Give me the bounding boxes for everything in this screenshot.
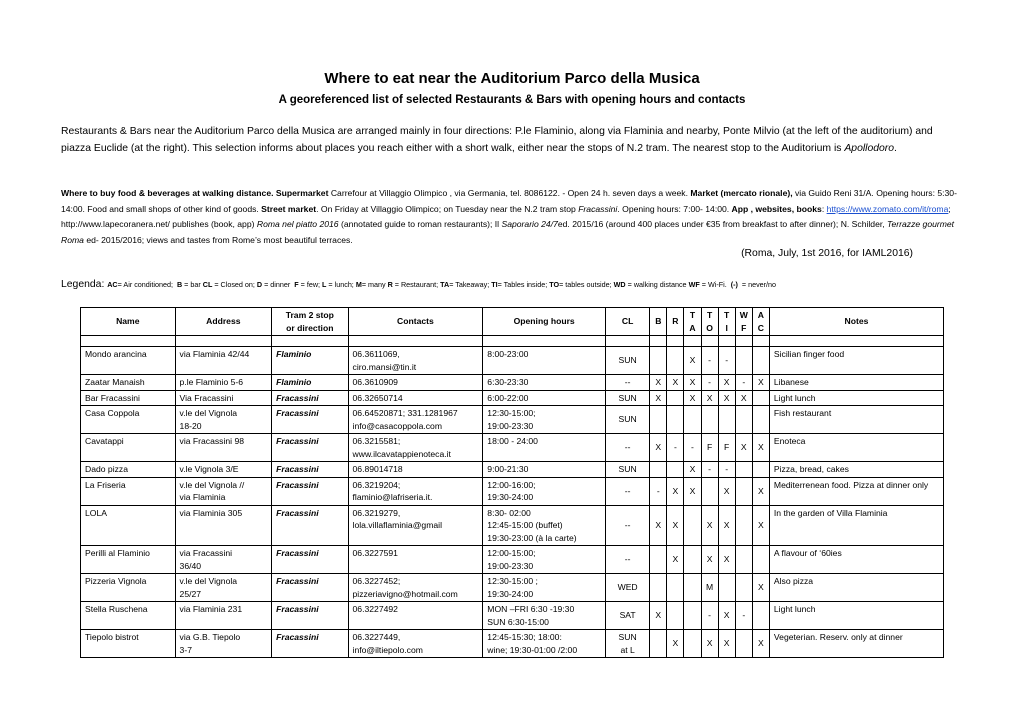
cell-takeaway <box>684 574 701 602</box>
cell-tram: Fracassini <box>272 574 348 602</box>
book-title: Saporario 24/7 <box>501 219 558 229</box>
cell-air-conditioned <box>752 406 769 434</box>
cell-restaurant: X <box>667 375 684 391</box>
cell-bar: X <box>650 390 667 406</box>
spacer-cell <box>348 336 483 347</box>
legend-key: TI <box>491 280 498 289</box>
table-row <box>81 546 944 574</box>
cell-tram: Fracassini <box>272 477 348 505</box>
cell-closed-on: -- <box>606 546 650 574</box>
cell-restaurant <box>667 462 684 478</box>
cell-takeaway: X <box>684 390 701 406</box>
cell-tram: Fracassini <box>272 630 348 658</box>
cell-address: p.le Flaminio 5-6 <box>175 375 272 391</box>
cell-air-conditioned: X <box>752 574 769 602</box>
cell-tables-inside: X <box>718 546 735 574</box>
cell-tables-outside: - <box>701 462 718 478</box>
cell-closed-on: -- <box>606 375 650 391</box>
cell-name: Zaatar Manaish <box>81 375 176 391</box>
cell-tables-inside: - <box>718 462 735 478</box>
cell-tables-outside: - <box>701 375 718 391</box>
spacer-cell <box>718 336 735 347</box>
cell-tables-outside: F <box>701 434 718 462</box>
cell-address: via Fracassini 98 <box>175 434 272 462</box>
intro-stop: Apollodoro <box>844 143 895 154</box>
cell-hours: 9:00-21:30 <box>483 462 606 478</box>
legend-key: AC <box>107 280 118 289</box>
cell-name: La Friseria <box>81 477 176 505</box>
cell-contacts: 06.3227452; pizzeriavigno@hotmail.com <box>348 574 483 602</box>
cell-restaurant: X <box>667 477 684 505</box>
street-market-label: Street market <box>261 203 317 214</box>
cell-contacts: 06.89014718 <box>348 462 483 478</box>
table-row <box>81 505 944 546</box>
restaurants-table <box>80 307 944 658</box>
legend-value: = few; <box>298 280 323 289</box>
legend-value: = lunch; <box>326 280 356 289</box>
cell-closed-on: -- <box>606 505 650 546</box>
cell-air-conditioned <box>752 462 769 478</box>
cell-tables-inside: - <box>718 347 735 375</box>
cell-contacts: 06.3227449, info@iltiepolo.com <box>348 630 483 658</box>
book-title: Roma nel piatto 2016 <box>256 219 339 229</box>
cell-wifi <box>735 347 752 375</box>
table-row <box>81 462 944 478</box>
cell-hours: 12:45-15:30; 18:00: wine; 19:30-01:00 /2:00 <box>483 630 606 658</box>
cell-notes: Pizza, bread, cakes <box>769 462 943 478</box>
spacer-cell <box>769 336 943 347</box>
legend-key: WF <box>688 280 700 289</box>
cell-bar: X <box>650 505 667 546</box>
cell-notes: Sicilian finger food <box>769 347 943 375</box>
cell-tables-inside <box>718 574 735 602</box>
table-row <box>81 434 944 462</box>
cell-tables-outside: X <box>701 505 718 546</box>
spacer-cell <box>606 336 650 347</box>
cell-closed-on: SUN <box>606 390 650 406</box>
cell-tables-outside: - <box>701 347 718 375</box>
cell-notes: Mediterrenean food. Pizza at dinner only <box>769 477 943 505</box>
cell-takeaway <box>684 602 701 630</box>
cell-tables-inside <box>718 406 735 434</box>
market-label: Market (mercato rionale), <box>690 188 793 198</box>
spacer-cell <box>175 336 272 347</box>
legend-key: M <box>355 280 362 289</box>
cell-wifi <box>735 406 752 434</box>
cell-tram: Fracassini <box>272 602 348 630</box>
cell-closed-on: WED <box>606 574 650 602</box>
cell-bar <box>650 462 667 478</box>
cell-bar: - <box>650 477 667 505</box>
cell-closed-on: SUN <box>606 347 650 375</box>
cell-tables-outside <box>701 406 718 434</box>
buy-text: ; http://www.lapecoranera.net/ publishes (book, app) <box>61 203 951 229</box>
buy-text: : <box>821 203 827 214</box>
cell-contacts: 06.3611069, ciro.mansi@tin.it <box>348 347 483 375</box>
cell-takeaway <box>684 406 701 434</box>
col-header-address: Address <box>175 308 272 336</box>
cell-hours: 6:30-23:30 <box>483 375 606 391</box>
cell-notes: Fish restaurant <box>769 406 943 434</box>
buy-text: . Opening hours: 7:00- 14:00. <box>617 203 732 214</box>
cell-tables-inside: X <box>718 630 735 658</box>
col-header-to: T O <box>701 308 718 336</box>
table-row <box>81 602 944 630</box>
cell-wifi: X <box>735 390 752 406</box>
table-body <box>81 336 944 658</box>
cell-hours: 8:00-23:00 <box>483 347 606 375</box>
dateline: (Roma, July, 1st 2016, for IAML2016) <box>741 248 913 259</box>
cell-address: via Fracassini 36/40 <box>175 546 272 574</box>
spacer-cell <box>752 336 769 347</box>
cell-notes: In the garden of Villa Flaminia <box>769 505 943 546</box>
buy-paragraph <box>61 186 961 248</box>
cell-restaurant <box>667 406 684 434</box>
cell-tables-inside: X <box>718 602 735 630</box>
cell-air-conditioned <box>752 602 769 630</box>
page-subtitle: A georeferenced list of selected Restaurants & Bars with opening hours and contacts <box>278 94 746 106</box>
cell-contacts: 06.3215581; www.ilcavatappienoteca.it <box>348 434 483 462</box>
cell-takeaway: X <box>684 462 701 478</box>
cell-address: v.le Vignola 3/E <box>175 462 272 478</box>
cell-tram: Flaminio <box>272 375 348 391</box>
cell-closed-on: SUN <box>606 406 650 434</box>
cell-tables-inside: X <box>718 375 735 391</box>
cell-takeaway <box>684 630 701 658</box>
table-row <box>81 406 944 434</box>
spacer-cell <box>81 336 176 347</box>
cell-takeaway: X <box>684 347 701 375</box>
cell-tram: Fracassini <box>272 434 348 462</box>
cell-tables-inside: X <box>718 390 735 406</box>
cell-restaurant <box>667 390 684 406</box>
cell-air-conditioned: X <box>752 434 769 462</box>
legend-value: = walking distance <box>625 280 689 289</box>
cell-air-conditioned <box>752 347 769 375</box>
col-header-tram: Tram 2 stop or direction <box>272 308 348 336</box>
col-header-name: Name <box>81 308 176 336</box>
spacer-cell <box>483 336 606 347</box>
legend-key: F <box>294 280 299 289</box>
legend-value: = Wi-Fi. <box>699 280 731 289</box>
cell-notes: Light lunch <box>769 390 943 406</box>
cell-contacts: 06.3219204; flaminio@lafriseria.it. <box>348 477 483 505</box>
cell-name: Casa Coppola <box>81 406 176 434</box>
legend-key: B <box>176 280 183 289</box>
cell-name: Stella Ruschena <box>81 602 176 630</box>
cell-notes: Libanese <box>769 375 943 391</box>
cell-wifi: X <box>735 434 752 462</box>
cell-bar: X <box>650 375 667 391</box>
cell-notes: A flavour of ‘60ies <box>769 546 943 574</box>
legend-value: = Restaurant; <box>392 280 441 289</box>
cell-tables-outside: X <box>701 390 718 406</box>
table-row <box>81 375 944 391</box>
cell-wifi: - <box>735 602 752 630</box>
legend-key: WD <box>613 280 626 289</box>
cell-contacts: 06.3227492 <box>348 602 483 630</box>
cell-closed-on: -- <box>606 434 650 462</box>
cell-address: via Flaminia 231 <box>175 602 272 630</box>
table-row <box>81 630 944 658</box>
cell-notes: Also pizza <box>769 574 943 602</box>
table-row <box>81 390 944 406</box>
cell-restaurant: X <box>667 505 684 546</box>
buy-text: Carrefour at Villaggio Olimpico , via Germania, tel. 8086122. - Open 24 h. seven days a week. <box>328 188 691 198</box>
intro-paragraph <box>61 123 941 157</box>
cell-notes: Enoteca <box>769 434 943 462</box>
buy-text: . On Friday at Villaggio Olimpico; on Tuesday near the N.2 tram stop <box>316 203 579 214</box>
table-row <box>81 477 944 505</box>
cell-name: Dado pizza <box>81 462 176 478</box>
cell-hours: MON –FRI 6:30 -19:30 SUN 6:30-15:00 <box>483 602 606 630</box>
spacer-cell <box>650 336 667 347</box>
cell-contacts: 06.32650714 <box>348 390 483 406</box>
cell-hours: 12:00-16:00; 19:30-24:00 <box>483 477 606 505</box>
page-title: Where to eat near the Auditorium Parco della Musica <box>324 70 700 87</box>
cell-restaurant: X <box>667 546 684 574</box>
cell-bar <box>650 630 667 658</box>
cell-hours: 12:30-15:00 ; 19:30-24:00 <box>483 574 606 602</box>
buy-text: (annotated guide to roman restaurants); Il <box>338 219 502 229</box>
cell-air-conditioned: X <box>752 630 769 658</box>
cell-wifi <box>735 546 752 574</box>
col-header-wf: W F <box>735 308 752 336</box>
buy-text: ed- 2015/2016; views and tastes from Rome’s most beautiful terraces. <box>83 234 353 245</box>
cell-bar: X <box>650 602 667 630</box>
cell-restaurant <box>667 347 684 375</box>
cell-takeaway: X <box>684 375 701 391</box>
cell-hours: 12:00-15:00; 19:00-23:30 <box>483 546 606 574</box>
legend <box>61 279 961 290</box>
cell-takeaway: X <box>684 477 701 505</box>
cell-tables-outside: X <box>701 546 718 574</box>
col-header-ta: T A <box>684 308 701 336</box>
cell-name: Tiepolo bistrot <box>81 630 176 658</box>
cell-closed-on: SUN <box>606 462 650 478</box>
cell-bar: X <box>650 434 667 462</box>
cell-address: via Flaminia 42/44 <box>175 347 272 375</box>
buy-heading: Where to buy food & beverages at walking distance. <box>61 188 274 198</box>
cell-wifi <box>735 505 752 546</box>
col-header-ti: T I <box>718 308 735 336</box>
cell-notes: Vegeterian. Reserv. only at dinner <box>769 630 943 658</box>
spacer-cell <box>667 336 684 347</box>
cell-tables-outside: - <box>701 602 718 630</box>
legend-value: = dinner <box>262 280 295 289</box>
cell-takeaway <box>684 546 701 574</box>
buy-text: via Guido Reni 31/A. Opening hours: 5:30- 14:00. Food and small shops of other kind of goods. <box>61 188 957 214</box>
table-spacer-row <box>81 336 944 347</box>
table-row <box>81 347 944 375</box>
cell-bar <box>650 406 667 434</box>
col-header-notes: Notes <box>769 308 943 336</box>
cell-restaurant: - <box>667 434 684 462</box>
cell-wifi <box>735 462 752 478</box>
col-header-ac: A C <box>752 308 769 336</box>
legend-key: TA <box>440 280 450 289</box>
legend-key: CL <box>202 280 213 289</box>
legend-value: = Takeaway; <box>449 280 492 289</box>
book-title: Terrazze gourmet Roma <box>61 219 955 245</box>
cell-name: Pizzeria Vignola <box>81 574 176 602</box>
cell-name: Mondo arancina <box>81 347 176 375</box>
cell-tables-inside: X <box>718 505 735 546</box>
col-header-hours: Opening hours <box>483 308 606 336</box>
cell-air-conditioned <box>752 546 769 574</box>
legend-key: (-) <box>730 280 738 289</box>
cell-tables-outside: X <box>701 630 718 658</box>
cell-closed-on: SAT <box>606 602 650 630</box>
legend-label: Legenda <box>61 279 102 290</box>
col-header-b: B <box>650 308 667 336</box>
cell-bar <box>650 347 667 375</box>
cell-name: LOLA <box>81 505 176 546</box>
cell-takeaway <box>684 505 701 546</box>
cell-contacts: 06.3227591 <box>348 546 483 574</box>
cell-address: Via Fracassini <box>175 390 272 406</box>
cell-address: via G.B. Tiepolo 3-7 <box>175 630 272 658</box>
cell-contacts: 06.3610909 <box>348 375 483 391</box>
cell-air-conditioned: X <box>752 477 769 505</box>
zomato-link[interactable]: https://www.zomato.com/it/roma <box>826 203 949 214</box>
cell-air-conditioned: X <box>752 375 769 391</box>
cell-address: v.le del Vignola 18-20 <box>175 406 272 434</box>
cell-bar <box>650 574 667 602</box>
cell-tables-outside: M <box>701 574 718 602</box>
cell-bar <box>650 546 667 574</box>
cell-restaurant <box>667 574 684 602</box>
legend-items <box>107 280 776 289</box>
cell-name: Bar Fracassini <box>81 390 176 406</box>
supermarket-label: Supermarket <box>275 188 329 198</box>
spacer-cell <box>701 336 718 347</box>
cell-tram: Flaminio <box>272 347 348 375</box>
cell-contacts: 06.64520871; 331.1281967 info@casacoppola.com <box>348 406 483 434</box>
cell-address: v.le del Vignola // via Flaminia <box>175 477 272 505</box>
legend-value: = Tables inside; <box>497 280 550 289</box>
table-header-row <box>81 308 944 336</box>
cell-closed-on: -- <box>606 477 650 505</box>
cell-wifi <box>735 574 752 602</box>
legend-key: TO <box>549 280 560 289</box>
cell-takeaway: - <box>684 434 701 462</box>
cell-closed-on: SUN at L <box>606 630 650 658</box>
cell-restaurant: X <box>667 630 684 658</box>
col-header-r: R <box>667 308 684 336</box>
cell-restaurant <box>667 602 684 630</box>
legend-value: = many <box>361 280 388 289</box>
cell-tram: Fracassini <box>272 406 348 434</box>
legend-value: = Closed on; <box>212 280 257 289</box>
intro-end: . <box>894 143 897 154</box>
cell-air-conditioned <box>752 390 769 406</box>
intro-text: Restaurants & Bars near the Auditorium Parco della Musica are arranged mainly in four directions: P.le Flaminio, along via Flaminia and nearby, Ponte Milvio (at the left of the auditorium) and piazza Euclide (at the right). This selection informs about places you reach either with a short walk, either near the stops of N.2 tram. The nearest stop to the Auditorium is <box>61 126 933 154</box>
legend-key: D <box>256 280 263 289</box>
legend-value: = bar <box>182 280 203 289</box>
col-header-contacts: Contacts <box>348 308 483 336</box>
cell-tram: Fracassini <box>272 505 348 546</box>
legend-key: L <box>322 280 327 289</box>
cell-contacts: 06.3219279, lola.villaflaminia@gmail <box>348 505 483 546</box>
cell-address: v.le del Vignola 25/27 <box>175 574 272 602</box>
cell-air-conditioned: X <box>752 505 769 546</box>
table-row <box>81 574 944 602</box>
cell-tables-inside: X <box>718 477 735 505</box>
cell-name: Cavatappi <box>81 434 176 462</box>
tram-stop-name: Fracassini <box>578 203 618 214</box>
cell-name: Perilli al Flaminio <box>81 546 176 574</box>
cell-tram: Fracassini <box>272 462 348 478</box>
cell-hours: 6:00-22:00 <box>483 390 606 406</box>
spacer-cell <box>684 336 701 347</box>
spacer-cell <box>735 336 752 347</box>
legend-key: R <box>387 280 393 289</box>
cell-hours: 12:30-15:00; 19:00-23:30 <box>483 406 606 434</box>
apps-label: App , websites, books <box>731 203 822 214</box>
cell-wifi: - <box>735 375 752 391</box>
cell-tables-inside: F <box>718 434 735 462</box>
col-header-cl: CL <box>606 308 650 336</box>
cell-tram: Fracassini <box>272 546 348 574</box>
cell-tram: Fracassini <box>272 390 348 406</box>
legend-value: = never/no <box>737 280 777 289</box>
buy-text: ed. 2015/16 (around 400 places under €35 from breakfast to after dinner); N. Schilder, <box>557 219 888 229</box>
cell-wifi <box>735 630 752 658</box>
cell-address: via Flaminia 305 <box>175 505 272 546</box>
cell-hours: 18:00 - 24:00 <box>483 434 606 462</box>
legend-colon: : <box>101 279 108 290</box>
spacer-cell <box>272 336 348 347</box>
cell-notes: Light lunch <box>769 602 943 630</box>
legend-value: = Air conditioned; <box>117 280 177 289</box>
legend-value: = tables outside; <box>559 280 614 289</box>
cell-wifi <box>735 477 752 505</box>
cell-hours: 8:30- 02:00 12:45-15:00 (buffet) 19:30-23:00 (à la carte) <box>483 505 606 546</box>
cell-tables-outside <box>701 477 718 505</box>
